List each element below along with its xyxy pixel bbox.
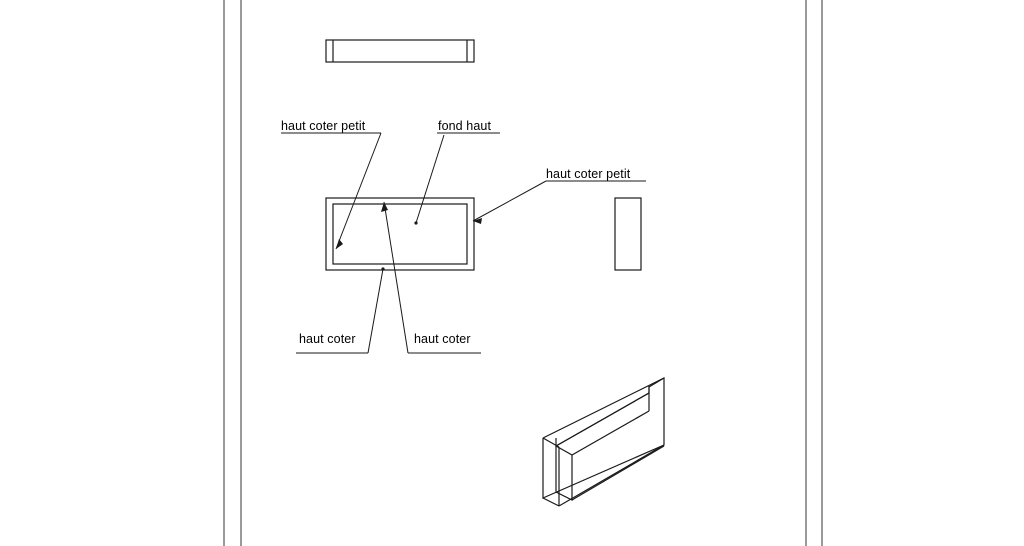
label-haut-coter-petit-left: haut coter petit [281, 119, 366, 133]
label-haut-coter-right: haut coter [414, 332, 471, 346]
isometric-box-part [543, 378, 664, 506]
side-panel-part [615, 198, 641, 270]
label-fond-haut: fond haut [438, 119, 492, 133]
top-strip-part [326, 40, 474, 62]
label-haut-coter-left: haut coter [299, 332, 356, 346]
label-haut-coter-petit-right: haut coter petit [546, 167, 631, 181]
frame-front-view-part [326, 198, 474, 270]
leader-lines [281, 133, 646, 353]
